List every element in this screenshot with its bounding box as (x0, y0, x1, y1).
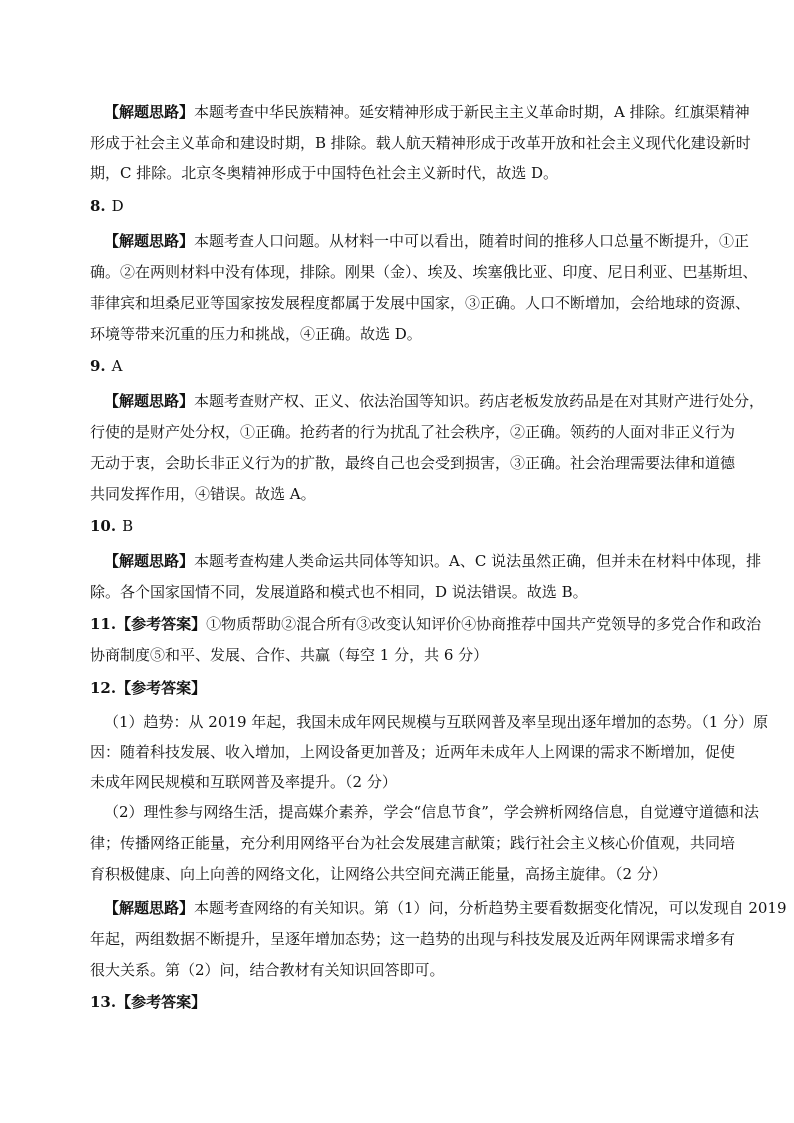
q9-analysis-line-1: 【解题思路】本题考查财产权、正义、依法治国等知识。药店老板发放药品是在对其财产进行处分， (104, 392, 765, 410)
q9-answer (90, 356, 123, 376)
q12-part2-line-2: 律；传播网络正能量，充分利用网络平台为社会发展建言献策；践行社会主义核心价值观，共同培 (90, 834, 736, 852)
q12-part2-line-1: （2）理性参与网络生活，提高媒介素养，学会“信息节食”，学会辨析网络信息，自觉遵守道德和法 (104, 803, 759, 821)
q12-part1-line-1: （1）趋势：从 2019 年起，我国未成年网民规模与互联网普及率呈现出逐年增加的态势。（1 分）原 (104, 713, 769, 731)
q9-analysis-line-3: 无动于衷，会助长非正义行为的扩散，最终自己也会受到损害，③正确。社会治理需要法律和道德 (90, 454, 736, 472)
q12-analysis-line-2: 年起，两组数据不断提升，呈逐年增加态势；这一趋势的出现与科技发展及近两年网课需求增多有 (90, 930, 736, 948)
analysis-tag: 【解题思路】 (104, 899, 195, 917)
q12-analysis-line-1: 【解题思路】本题考查网络的有关知识。第（1）问，分析趋势主要看数据变化情况，可以发现自 2019 (104, 899, 787, 917)
q12-part2-line-3: 育积极健康、向上向善的网络文化，让网络公共空间充满正能量，高扬主旋律。（2 分） (90, 865, 667, 883)
q12-heading (90, 678, 206, 698)
q10-answer (90, 516, 133, 536)
q7-analysis-line-3: 期，C 排除。北京冬奥精神形成于中国特色社会主义新时代，故选 D。 (90, 164, 559, 182)
q12-analysis-line-3: 很大关系。第（2）问，结合教材有关知识回答即可。 (90, 961, 445, 979)
question-number: 13. (90, 993, 117, 1011)
q12-part1-line-2: 因：随着科技发展、收入增加，上网设备更加普及；近两年未成年人上网课的需求不断增加，促使 (90, 743, 736, 761)
answer-letter: D (111, 197, 124, 215)
question-number: 8. (90, 197, 106, 215)
q10-analysis-line-1: 【解题思路】本题考查构建人类命运共同体等知识。A、C 说法虽然正确，但并未在材料中体现，排 (104, 552, 762, 570)
q11-answer-line-2: 协商制度⑤和平、发展、合作、共赢（每空 1 分，共 6 分） (90, 646, 489, 664)
analysis-tag: 【解题思路】 (104, 392, 195, 410)
analysis-tag: 【解题思路】 (104, 232, 195, 250)
q8-analysis-line-2: 确。②在两则材料中没有体现，排除。刚果（金）、埃及、埃塞俄比亚、印度、尼日利亚、巴基斯坦、 (90, 263, 758, 281)
q12-part1-line-3: 未成年网民规模和互联网普及率提升。（2 分） (90, 773, 397, 791)
question-number: 11. (90, 615, 117, 633)
q9-analysis-line-2: 行使的是财产处分权，①正确。抢药者的行为扰乱了社会秩序，②正确。领药的人面对非正义行为 (90, 423, 736, 441)
answer-letter: A (111, 357, 123, 375)
analysis-tag: 【解题思路】 (104, 103, 195, 121)
reference-answer-tag: 【参考答案】 (116, 679, 207, 697)
q13-heading (90, 992, 206, 1012)
answer-letter: B (122, 517, 134, 535)
question-number: 12. (90, 679, 117, 697)
q8-answer (90, 196, 124, 216)
q11-answer-line-1: 11.【参考答案】①物质帮助②混合所有③改变认知评价④协商推荐中国共产党领导的多党合作和政治 (90, 615, 762, 633)
q10-analysis-line-2: 除。各个国家国情不同，发展道路和模式也不相同，D 说法错误。故选 B。 (90, 583, 588, 601)
q9-analysis-line-4: 共同发挥作用，④错误。故选 A。 (90, 485, 316, 503)
reference-answer-tag: 【参考答案】 (116, 615, 207, 633)
reference-answer-tag: 【参考答案】 (116, 993, 207, 1011)
analysis-tag: 【解题思路】 (104, 552, 195, 570)
q8-analysis-line-1: 【解题思路】本题考查人口问题。从材料一中可以看出，随着时间的推移人口总量不断提升，①正 (104, 232, 750, 250)
question-number: 10. (90, 517, 117, 535)
q8-analysis-line-3: 菲律宾和坦桑尼亚等国家按发展程度都属于发展中国家，③正确。人口不断增加，会给地球的资源、 (90, 294, 751, 312)
q8-analysis-line-4: 环境等带来沉重的压力和挑战，④正确。故选 D。 (90, 325, 422, 343)
q7-analysis-line-2: 形成于社会主义革命和建设时期，B 排除。载人航天精神形成于改革开放和社会主义现代化建设新时 (90, 134, 751, 152)
q7-analysis-line-1: 【解题思路】本题考查中华民族精神。延安精神形成于新民主主义革命时期，A 排除。红旗渠精神 (104, 103, 750, 121)
question-number: 9. (90, 357, 106, 375)
